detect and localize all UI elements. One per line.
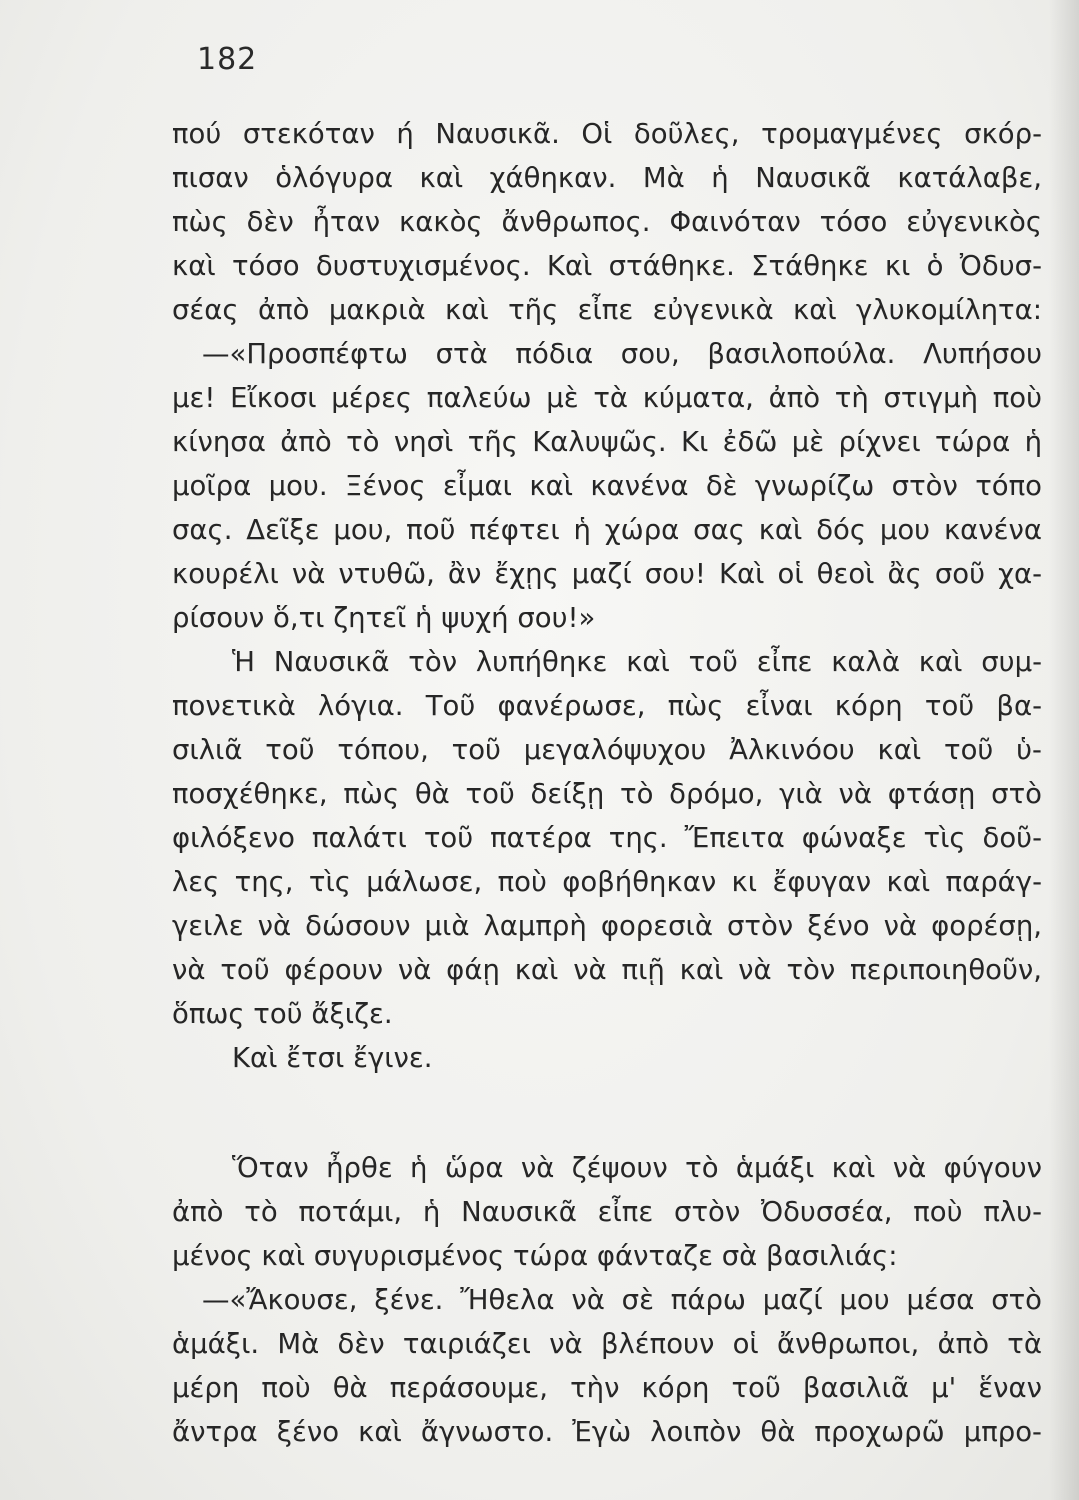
body-text (172, 112, 1042, 1454)
text-line: κίνησα ἀπὸ τὸ νησὶ τῆς Καλυψῶς. Κι ἐδῶ μὲ ρίχνει τώρα ἡ (172, 426, 1042, 458)
text-line: μοῖρα μου. Ξένος εἶμαι καὶ κανένα δὲ γνωρίζω στὸν τόπο (172, 470, 1042, 502)
text-line: Ἡ Ναυσικᾶ τὸν λυπήθηκε καὶ τοῦ εἶπε καλὰ καὶ συμ- (232, 646, 1042, 678)
text-line: πὼς δὲν ἦταν κακὸς ἄνθρωπος. Φαινόταν τόσο εὐγενικὸς (172, 206, 1042, 238)
text-line: καὶ τόσο δυστυχισμένος. Καὶ στάθηκε. Στάθηκε κι ὁ Ὀδυσ- (172, 250, 1042, 282)
page-number: 182 (197, 42, 258, 77)
text-line: —«Προσπέφτω στὰ πόδια σου, βασιλοπούλα. Λυπήσου (202, 338, 1042, 370)
text-line: γειλε νὰ δώσουν μιὰ λαμπρὴ φορεσιὰ στὸν ξένο νὰ φορέσῃ, (172, 910, 1042, 942)
text-line: ἀπὸ τὸ ποτάμι, ἡ Ναυσικᾶ εἶπε στὸν Ὀδυσσέα, ποὺ πλυ- (172, 1196, 1042, 1228)
text-line: σιλιᾶ τοῦ τόπου, τοῦ μεγαλόψυχου Ἀλκινόου καὶ τοῦ ὑ- (172, 734, 1042, 766)
text-line: μέρη ποὺ θὰ περάσουμε, τὴν κόρη τοῦ βασιλιᾶ μ' ἕναν (172, 1372, 1042, 1404)
text-line: με! Εἴκοσι μέρες παλεύω μὲ τὰ κύματα, ἀπὸ τὴ στιγμὴ ποὺ (172, 382, 1042, 414)
text-line: νὰ τοῦ φέρουν νὰ φάῃ καὶ νὰ πιῇ καὶ νὰ τὸν περιποιηθοῦν, (172, 954, 1042, 986)
text-line: σας. Δεῖξε μου, ποῦ πέφτει ἡ χώρα σας καὶ δός μου κανένα (172, 514, 1042, 546)
text-line: σέας ἀπὸ μακριὰ καὶ τῆς εἶπε εὐγενικὰ καὶ γλυκομίλητα: (172, 294, 1042, 326)
text-line: Καὶ ἔτσι ἔγινε. (232, 1042, 433, 1074)
text-line: ἁμάξι. Μὰ δὲν ταιριάζει νὰ βλέπουν οἱ ἄνθρωποι, ἀπὸ τὰ (172, 1328, 1042, 1360)
paragraph (172, 1146, 1042, 1278)
paragraph (172, 640, 1042, 1036)
text-line: ἄντρα ξένο καὶ ἄγνωστο. Ἐγὼ λοιπὸν θὰ προχωρῶ μπρο- (172, 1416, 1042, 1448)
text-line: —«Ἄκουσε, ξένε. Ἤθελα νὰ σὲ πάρω μαζί μου μέσα στὸ (202, 1284, 1042, 1316)
text-line: μένος καὶ συγυρισμένος τώρα φάνταζε σὰ βασιλιάς: (172, 1240, 898, 1272)
text-line: πού στεκόταν ή Ναυσικᾶ. Οἱ δοῦλες, τρομαγμένες σκόρ- (172, 118, 1042, 150)
text-line: πονετικὰ λόγια. Τοῦ φανέρωσε, πὼς εἶναι κόρη τοῦ βα- (172, 690, 1042, 722)
text-line: ὅπως τοῦ ἄξιζε. (172, 998, 393, 1030)
text-line: φιλόξενο παλάτι τοῦ πατέρα της. Ἔπειτα φώναξε τὶς δοῦ- (172, 822, 1042, 854)
section-break (172, 1080, 1042, 1146)
paragraph (172, 1036, 1042, 1080)
text-line: ποσχέθηκε, πὼς θὰ τοῦ δείξῃ τὸ δρόμο, γιὰ νὰ φτάσῃ στὸ (172, 778, 1042, 810)
text-line: Ὅταν ἦρθε ἡ ὥρα νὰ ζέψουν τὸ ἁμάξι καὶ νὰ φύγουν (232, 1152, 1042, 1184)
paragraph (172, 1278, 1042, 1454)
text-line: ρίσουν ὅ,τι ζητεῖ ἡ ψυχή σου!» (172, 602, 596, 634)
text-line: κουρέλι νὰ ντυθῶ, ἂν ἔχῃς μαζί σου! Καὶ οἱ θεοὶ ἂς σοῦ χα- (172, 558, 1042, 590)
paragraph (172, 112, 1042, 332)
paragraph (172, 332, 1042, 640)
text-line: λες της, τὶς μάλωσε, ποὺ φοβήθηκαν κι ἔφυγαν καὶ παράγ- (172, 866, 1042, 898)
page-edge-shadow (1049, 0, 1079, 1500)
text-line: πισαν ὁλόγυρα καὶ χάθηκαν. Μὰ ἡ Ναυσικᾶ κατάλαβε, (172, 162, 1042, 194)
